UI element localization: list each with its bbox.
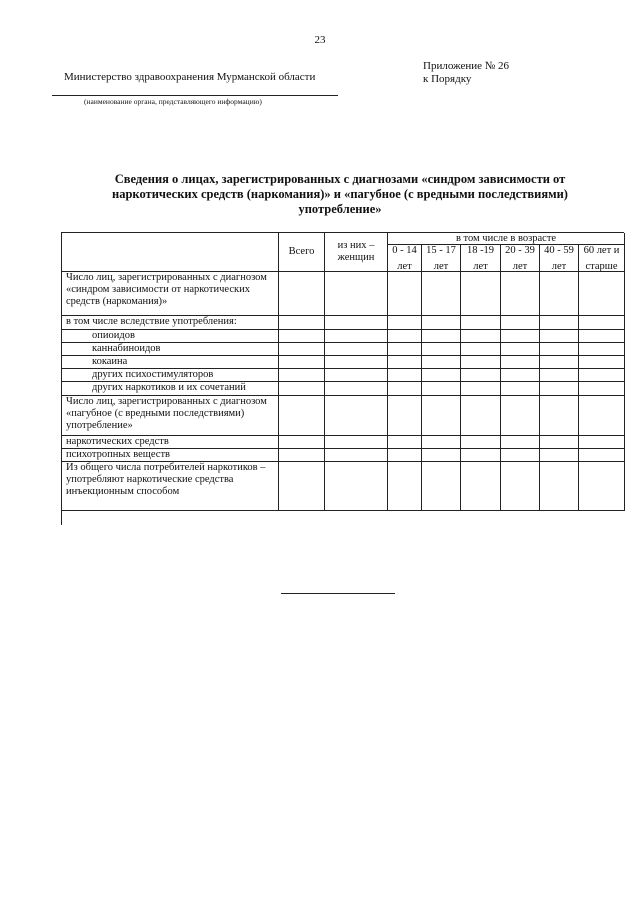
row-label-cocaine: кокаина: [62, 356, 279, 369]
table-cell: [388, 462, 422, 511]
table-cell: [388, 396, 422, 436]
table-cell: [422, 382, 461, 396]
header-age-0-14-unit: лет: [388, 261, 422, 272]
table-cell: [501, 272, 540, 316]
table-cell: [388, 343, 422, 356]
table-cell: [501, 449, 540, 462]
appendix-reference: [423, 60, 509, 86]
table-cell: [325, 330, 388, 343]
table-cell: [279, 449, 325, 462]
header-age-0-14: 0 - 14: [388, 245, 422, 261]
row-label-psychotropics: психотропных веществ: [62, 449, 279, 462]
table-cell: [579, 272, 625, 316]
table-cell: [422, 396, 461, 436]
table-cell: [388, 382, 422, 396]
table-cell: [579, 330, 625, 343]
table-cell: [579, 343, 625, 356]
table-cell: [540, 316, 579, 330]
table-cell: [579, 436, 625, 449]
page-number: 23: [314, 34, 326, 46]
table-cell: [540, 436, 579, 449]
table-cell: [461, 449, 501, 462]
table-cell: [325, 462, 388, 511]
header-total: Всего: [279, 233, 325, 272]
row-label-injection-users: Из общего числа потребителей наркотиков – употребляют наркотические средства инъекционным способом: [62, 462, 279, 511]
row-label-including: в том числе вследствие употребления:: [62, 316, 279, 330]
table-cell: [540, 343, 579, 356]
table-cell: [461, 382, 501, 396]
table-cell: [279, 316, 325, 330]
table-cell: [388, 330, 422, 343]
table-cell: [501, 462, 540, 511]
statistics-table: [61, 232, 624, 525]
table-cell: [540, 330, 579, 343]
document-title: Сведения о лицах, зарегистрированных с диагнозами «синдром зависимости от наркотических средств (наркомания)» и «пагубное (с вредными последствиями) употребление»: [112, 172, 568, 216]
table-cell: [461, 369, 501, 382]
table-cell: [540, 449, 579, 462]
table-cell: [501, 343, 540, 356]
table-cell: [279, 369, 325, 382]
table-cell: [540, 356, 579, 369]
table-cell: [461, 343, 501, 356]
table-cell: [325, 449, 388, 462]
table-cell: [461, 436, 501, 449]
table-cell: [461, 356, 501, 369]
table-cell: [461, 396, 501, 436]
table-cell: [279, 272, 325, 316]
table-cell: [461, 272, 501, 316]
table-cell: [501, 369, 540, 382]
table-cell: [579, 396, 625, 436]
header-age-20-39: 20 - 39: [501, 245, 540, 261]
table-cell: [540, 369, 579, 382]
table-cell: [422, 272, 461, 316]
header-age-18-19-unit: лет: [461, 261, 501, 272]
appendix-order: к Порядку: [423, 73, 472, 85]
table-cell: [501, 382, 540, 396]
table-cell: [279, 382, 325, 396]
organization-name: Министерство здравоохранения Мурманской области: [64, 71, 316, 83]
table-cell: [579, 369, 625, 382]
table-cell: [325, 272, 388, 316]
table-cell: [325, 436, 388, 449]
table-cell: [279, 396, 325, 436]
header-age-40-59: 40 - 59: [540, 245, 579, 261]
table-cell: [388, 356, 422, 369]
table-cell: [422, 330, 461, 343]
table-cell: [422, 356, 461, 369]
table-cell: [325, 382, 388, 396]
table-cell: [461, 462, 501, 511]
table-cell: [325, 369, 388, 382]
header-age-40-59-unit: лет: [540, 261, 579, 272]
table-cell: [388, 369, 422, 382]
header-women: из них – женщин: [325, 233, 388, 272]
header-indicator-cell: [62, 233, 279, 272]
table-cell: [279, 356, 325, 369]
header-age-60-plus-unit: старше: [579, 261, 625, 272]
row-label-narcotics: наркотических средств: [62, 436, 279, 449]
table-cell: [422, 343, 461, 356]
table-cell: [501, 436, 540, 449]
table-cell: [422, 462, 461, 511]
table-cell: [579, 462, 625, 511]
header-age-20-39-unit: лет: [501, 261, 540, 272]
row-label-harmful-use-total: Число лиц, зарегистрированных с диагнозом «пагубное (с вредными последствиями) употребление»: [62, 396, 279, 436]
organization-caption: (наименование органа, представляющего информацию): [84, 97, 262, 106]
table-cell: [279, 436, 325, 449]
table-cell: [422, 316, 461, 330]
table-cell: [325, 343, 388, 356]
table-cell: [325, 356, 388, 369]
table-cell: [279, 343, 325, 356]
table-cell: [279, 330, 325, 343]
table-cell: [579, 356, 625, 369]
appendix-number: Приложение № 26: [423, 60, 510, 72]
table-cell: [388, 272, 422, 316]
header-age-15-17-unit: лет: [422, 261, 461, 272]
header-age-15-17: 15 - 17: [422, 245, 461, 261]
table-cell: [461, 330, 501, 343]
table-cell: [461, 316, 501, 330]
row-label-addiction-total: Число лиц, зарегистрированных с диагнозом «синдром зависимости от наркотических средств (наркомания)»: [62, 272, 279, 316]
table-cell: [325, 316, 388, 330]
table-cell: [422, 449, 461, 462]
table-cell: [501, 316, 540, 330]
table-cell: [579, 316, 625, 330]
table-cell: [501, 356, 540, 369]
table-cell: [388, 436, 422, 449]
table-cell: [579, 449, 625, 462]
table-cell: [579, 382, 625, 396]
table-cell: [325, 396, 388, 436]
table-cell: [388, 316, 422, 330]
table-cell: [422, 436, 461, 449]
row-label-opioids: опиоидов: [62, 330, 279, 343]
row-label-other-stimulants: других психостимуляторов: [62, 369, 279, 382]
organization-underline: [52, 95, 338, 96]
header-age-group: в том числе в возрасте: [388, 233, 625, 245]
table-cell: [540, 382, 579, 396]
row-label-cannabinoids: каннабиноидов: [62, 343, 279, 356]
table-cell: [501, 396, 540, 436]
header-age-60-plus: 60 лет и: [579, 245, 625, 261]
row-label-other-drugs: других наркотиков и их сочетаний: [62, 382, 279, 396]
table-cell: [422, 369, 461, 382]
closing-rule: [281, 593, 395, 594]
table-cell: [388, 449, 422, 462]
table-cell: [540, 462, 579, 511]
table-cell: [279, 462, 325, 511]
header-age-18-19: 18 -19: [461, 245, 501, 261]
table-cell: [501, 330, 540, 343]
table-cell: [540, 272, 579, 316]
table-cell: [540, 396, 579, 436]
